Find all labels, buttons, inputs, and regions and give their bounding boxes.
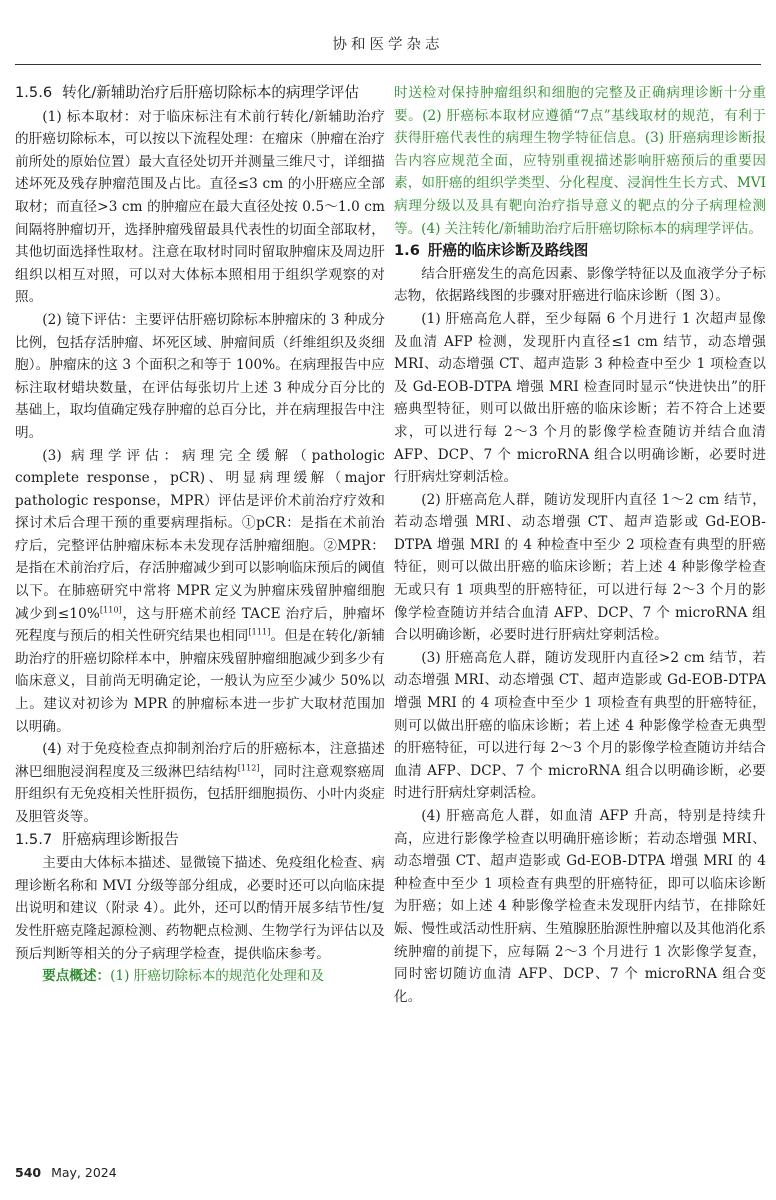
paragraph-nodule-le-1cm: (1) 肝癌高危人群，至少每隔 6 个月进行 1 次超声显像及血清 AFP 检测，发现肝内直径≤1 cm 结节，动态增强 MRI、动态增强 CT、超声造影 3 种检查中至少 1 项检查以及 Gd-EOB-DTPA 增强 MRI 检查同时显示“快进快出”的肝癌典型特征，则可以做出肝癌的临床诊断；若不符合上述要求，可以进行每 2～3 个月的影像学检查随访并结合血清 AFP、DCP、7 个 microRNA 组合以明确诊断，必要时进行肝病灶穿刺活检。 [394, 310, 766, 486]
page-number: 540 [15, 1165, 42, 1180]
header-rule [15, 64, 761, 65]
paragraph-afp-elevated: (4) 肝癌高危人群，如血清 AFP 升高，特别是持续升高，应进行影像学检查以明确肝癌诊断；若动态增强 MRI、动态增强 CT、超声造影或 Gd-EOB-DTPA 增强 MRI 的 4 种检查中至少 1 项检查有典型的肝癌特征，即可以临床诊断为肝癌；如上述 4 种影像学检查未发现肝内结节，在排除妊娠、慢性或活动性肝病、生殖腺胚胎源性肿瘤以及其他消化系统肿瘤的前提下，应每隔 2～3 个月进行 1 次影像学复查，同时密切随访血清 AFP、DCP、7 个 microRNA 组合变化。 [394, 808, 766, 1005]
section-number: 1.6 [394, 242, 420, 260]
text-segment: (4) 对于免疫检查点抑制剂治疗后的肝癌标本，注意描述淋巴细胞浸润程度及三级淋巴结结构 [15, 741, 385, 780]
issue-date: May, 2024 [51, 1165, 117, 1180]
citation: [111] [248, 627, 271, 637]
journal-title: 协和医学杂志 [332, 37, 444, 53]
section-title: 肝癌病理诊断报告 [62, 830, 179, 848]
summary-text: (1) 肝癌切除标本的规范化处理和及 [110, 968, 325, 985]
section-title: 肝癌的临床诊断及路线图 [427, 242, 589, 260]
section-heading-1-5-7 [15, 829, 385, 852]
summary-label: 要点概述： [42, 968, 111, 985]
citation: [112] [237, 763, 260, 773]
paragraph-microscopic-evaluation: (2) 镜下评估：主要评估肝癌切除标本肿瘤床的 3 种成分比例，包括存活肿瘤、坏死区域、肿瘤间质（纤维组织及炎细胞）。肿瘤床的这 3 个面积之和等于 100%。在病理报告中应标注取材蜡块数量，在评估每张切片上述 3 种成分百分比的基础上，取均值确定残存肿瘤的总百分比，并在病理报告中注明。 [15, 311, 386, 441]
paragraph-immune-checkpoint [15, 738, 385, 828]
text-segment: (3) 病理学评估：病理完全缓解（pathologic complete response，pCR)、明显病理缓解（major pathologic response，MPR）评估是评价术前治疗疗效和探讨术后合理干预的重要病理指标。①pCR：是指在术前治疗后，完整评估肿瘤床标本未发现存活肿瘤细胞。②MPR：是指在术前治疗后，存活肿瘤减少到可以影响临床预后的阈值以下。在肺癌研究中常将 MPR 定义为肿瘤床残留肿瘤细胞减少到≤10% [15, 447, 385, 622]
citation: [110] [99, 605, 122, 615]
left-column [15, 82, 385, 988]
paragraph-diagnosis-intro: 结合肝癌发生的高危因素、影像学特征以及血液学分子标志物，依据路线图的步骤对肝癌进行临床诊断（图 3）。 [394, 265, 766, 305]
page-footer [15, 1165, 117, 1180]
right-column [394, 82, 766, 1008]
text-segment: ，这与肝癌术前经 TACE 治疗后，肿瘤坏死程度与预后的相关性研究结果也相同 [15, 605, 385, 645]
key-points-summary-continued: 时送检对保持肿瘤组织和细胞的完整及正确病理诊断十分重要。(2) 肝癌标本取材应遵循“7点”基线取材的规范，有利于获得肝癌代表性的病理生物学特征信息。(3) 肝癌病理诊断报告内容应规范全面，应特别重视描述影响肝癌预后的重要因素，如肝癌的组织学类型、分化程度、浸润性生长方式、MVI 病理分级以及具有靶向治疗指导意义的靶点的分子病理检测等。(4) 关注转化/新辅助治疗后肝癌切除标本的病理学评估。 [394, 85, 766, 237]
section-heading-1-6 [394, 240, 766, 263]
section-number: 1.5.6 [15, 84, 53, 101]
section-title: 转化/新辅助治疗后肝癌切除标本的病理学评估 [62, 84, 359, 101]
text-segment: ，同时注意观察癌周肝组织有无免疫相关性肝损伤，包括肝细胞损伤、小叶内炎症及胆管炎等。 [15, 763, 385, 825]
section-number: 1.5.7 [15, 830, 53, 848]
section-heading-1-5-6 [15, 82, 385, 105]
paragraph-pathology-report: 主要由大体标本描述、显微镜下描述、免疫组化检查、病理诊断名称和 MVI 分级等部分组成，必要时还可以向临床提出说明和建议（附录 4）。此外，还可以酌情开展多结节性/复发性肝癌克隆起源检测、药物靶点检测、生物学行为评估以及预后判断等相关的分子病理学检查，提供临床参考。 [15, 855, 385, 962]
paragraph-pathologic-evaluation [15, 445, 385, 739]
text-segment: 。但是在转化/新辅助治疗的肝癌切除样本中，肿瘤床残留肿瘤细胞减少到多少有临床意义，目前尚无明确定论，一般认为应至少减少 50%以上。建议对初诊为 MPR 的肿瘤标本进一步扩大取材范围加以明确。 [15, 628, 385, 735]
paragraph-nodule-1-2cm: (2) 肝癌高危人群，随访发现肝内直径 1～2 cm 结节，若动态增强 MRI、动态增强 CT、超声造影或 Gd-EOB-DTPA 增强 MRI 的 4 种检查中至少 2 项检查有典型的肝癌特征，则可以做出肝癌的临床诊断；若上述 4 种影像学检查无或只有 1 项典型的肝癌特征，可以进行每 2～3 个月的影像学检查随访并结合血清 AFP、DCP、7 个 microRNA 组合以明确诊断，必要时进行肝病灶穿刺活检。 [394, 491, 766, 644]
paragraph-specimen-sampling: (1) 标本取材：对于临床标注有术前行转化/新辅助治疗的肝癌切除标本，可以按以下流程处理：在瘤床（肿瘤在治疗前所处的原始位置）最大直径处切开并测量三维尺寸，详细描述坏死及残存肿瘤范围及占比。直径≤3 cm 的小肝癌应全部取材；而直径>3 cm 的肿瘤应在最大直径处按 0.5～1.0 cm 间隔将肿瘤切开，选择肿瘤残留最具代表性的切面全部取材，其他切面选择性取材。注意在取材时同时留取肿瘤床及周边肝组织以相互对照，可以对大体标本照相用于组织学观察的对照。 [15, 108, 385, 306]
key-points-summary [15, 965, 385, 988]
paragraph-nodule-gt-2cm: (3) 肝癌高危人群，随访发现肝内直径>2 cm 结节，若动态增强 MRI、动态增强 CT、超声造影或 Gd-EOB-DTPA 增强 MRI 的 4 项检查中至少 1 项检查有典型的肝癌特征，则可以做出肝癌的临床诊断；若上述 4 种影像学检查无典型的肝癌特征，可以进行每 2～3 个月的影像学检查随访并结合血清 AFP、DCP、7 个 microRNA 组合以明确诊断，必要时进行肝病灶穿刺活检。 [394, 649, 766, 802]
